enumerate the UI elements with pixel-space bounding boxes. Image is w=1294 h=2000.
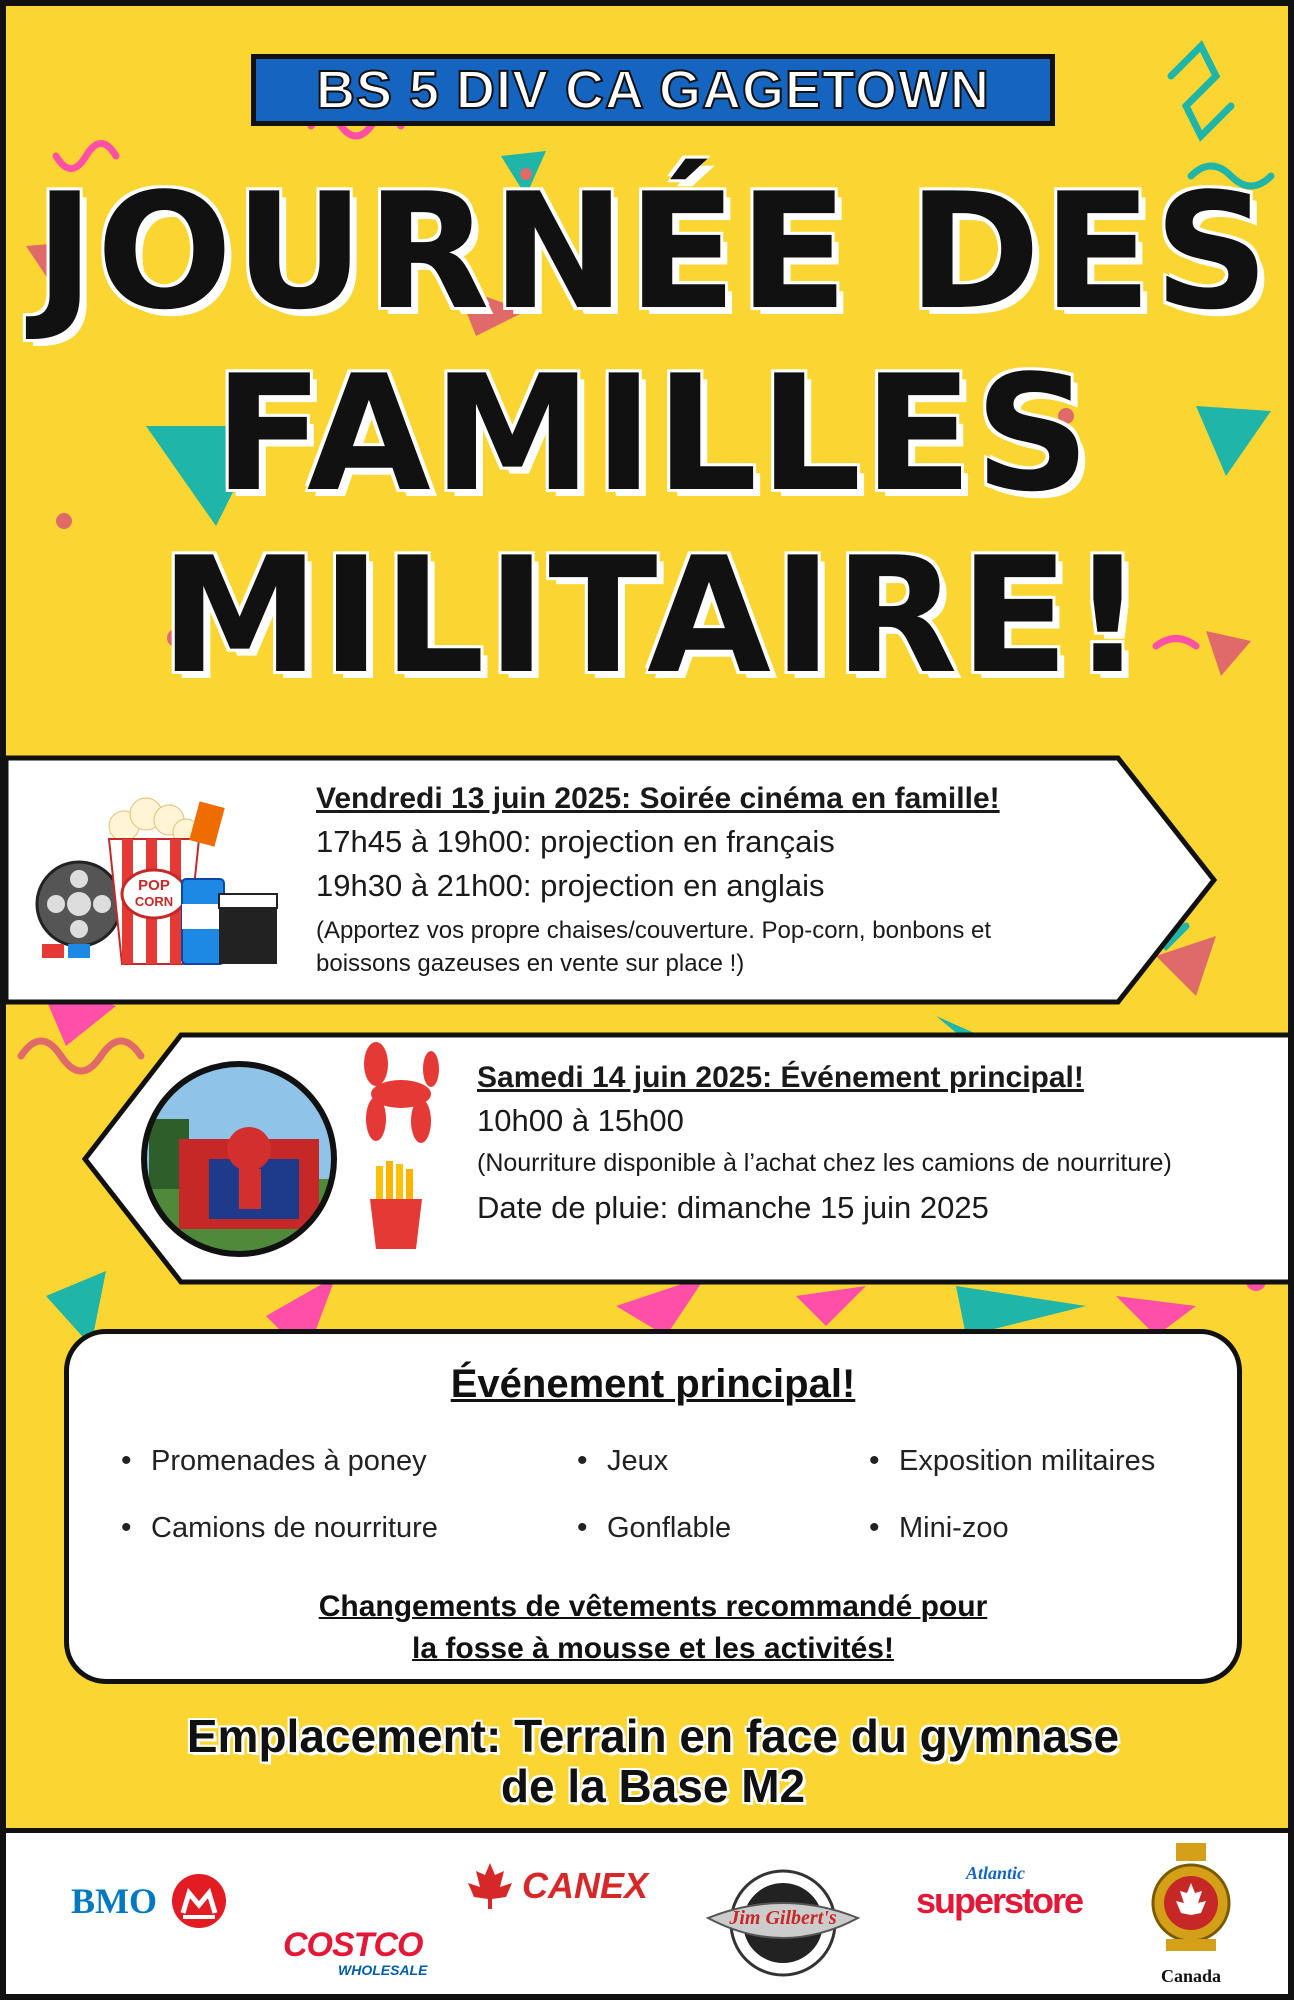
unit-name: BS 5 DIV CA GAGETOWN [315, 60, 991, 120]
activity-item: • Camions de nourriture [121, 1511, 438, 1545]
bouncy-castle-photo [139, 1059, 339, 1259]
maple-leaf-icon [462, 1861, 518, 1911]
location-line-1: Emplacement: Terrain en face du gymnase [186, 1710, 1120, 1762]
costco-logo [278, 1928, 427, 1978]
popcorn-label-1: POP [138, 877, 170, 894]
activity-item: • Exposition militaires [869, 1444, 1155, 1478]
fries-icon [366, 1161, 426, 1251]
recommend-line-2: la fosse à mousse et les activités! [412, 1632, 894, 1665]
sponsor-bar [6, 1828, 1288, 1994]
friday-french-screening: 17h45 à 19h00: projection en français [316, 824, 835, 859]
title-line-3: MILITAIRE! [160, 522, 1146, 709]
title-line-2: FAMILLES [214, 340, 1092, 527]
bmo-roundel-icon [171, 1873, 227, 1929]
friday-note-line-2: boissons gazeuses en vente sur place !) [316, 950, 745, 977]
friday-english-screening: 19h30 à 21h00: projection en anglais [316, 868, 825, 903]
atlantic-text: Atlantic [966, 1863, 1026, 1883]
main-event-title: Événement principal! [450, 1362, 856, 1406]
balloon-dog-icon [346, 1039, 441, 1149]
saturday-event-panel [81, 1031, 1294, 1286]
jim-gilberts-text: Jim Gilbert's [729, 1907, 837, 1929]
unit-banner [251, 54, 1055, 126]
activity-list [69, 1444, 1237, 1584]
saturday-time: 10h00 à 15h00 [477, 1103, 684, 1138]
main-event-box [64, 1329, 1242, 1684]
base-crest-icon [1146, 1841, 1236, 1961]
popcorn-label-2: CORN [134, 894, 174, 909]
clothing-recommendation [69, 1586, 1237, 1670]
saturday-heading: Samedi 14 juin 2025: Événement principal! [477, 1061, 1084, 1094]
gagetown-crest [1141, 1841, 1241, 1991]
title-line-1: JOURNÉE DES [34, 158, 1272, 345]
saturday-rain-date: Date de pluie: dimanche 15 juin 2025 [477, 1190, 989, 1225]
activity-item: • Jeux [577, 1444, 668, 1478]
bmo-text: BMO [71, 1881, 157, 1921]
activity-item: • Gonflable [577, 1511, 731, 1545]
recommend-line-1: Changements de vêtements recommandé pour [318, 1590, 988, 1623]
canada-wordmark: Canada [1160, 1966, 1222, 1986]
canex-logo [462, 1861, 648, 1911]
saturday-food-note: (Nourriture disponible à l’achat chez les camions de nourriture) [477, 1149, 1172, 1177]
jim-gilberts-logo [698, 1863, 868, 1983]
costco-subtext: WHOLESALE [338, 1962, 428, 1978]
activity-item: • Promenades à poney [121, 1444, 427, 1478]
main-title [6, 158, 1294, 709]
costco-text: COSTCO [283, 1926, 423, 1964]
superstore-text: superstore [916, 1880, 1083, 1921]
superstore-logo [916, 1863, 1083, 1921]
location-line-2: de la Base M2 [500, 1760, 806, 1812]
friday-event-panel [6, 754, 1226, 1006]
canex-text: CANEX [522, 1865, 649, 1906]
friday-heading: Vendredi 13 juin 2025: Soirée cinéma en famille! [316, 782, 1000, 815]
event-location [6, 1711, 1294, 1811]
movie-night-icon [34, 784, 284, 974]
friday-note-line-1: (Apportez vos propre chaises/couverture. Pop-corn, bonbons et [316, 917, 992, 944]
activity-item: • Mini-zoo [869, 1511, 1009, 1545]
bmo-logo [71, 1873, 227, 1929]
